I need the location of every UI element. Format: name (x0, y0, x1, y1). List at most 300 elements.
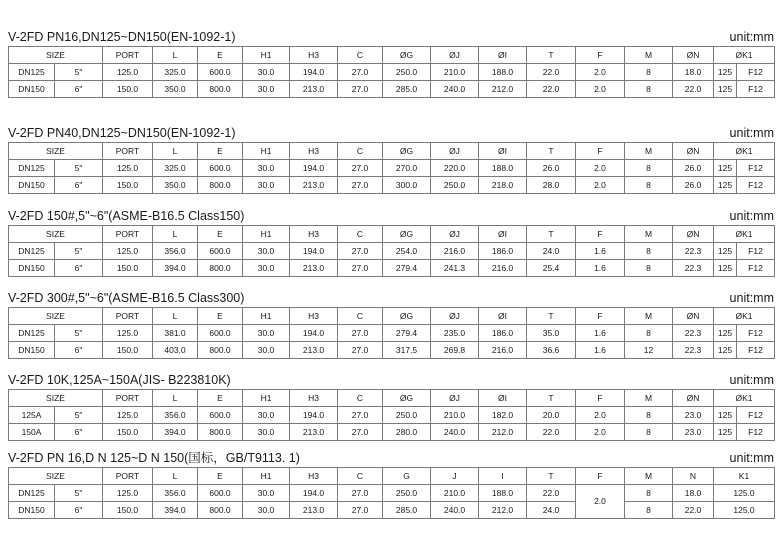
section-title: V-2FD 10K,125A~150A(JIS- B223810K) (8, 373, 231, 387)
unit-label: unit:mm (729, 373, 774, 387)
section-asme-class150 (8, 208, 774, 277)
section-title: V-2FD PN16,DN125~DN150(EN-1092-1) (8, 30, 236, 44)
table-row (9, 177, 775, 194)
value-cell: 356.0 (153, 243, 198, 260)
value-cell: 22.3 (673, 342, 714, 359)
size-cell: DN150 (9, 260, 55, 277)
inch-cell: 6" (55, 502, 103, 519)
value-cell: 22.0 (527, 424, 576, 441)
col-header: F (576, 468, 625, 485)
inch-cell: 5" (55, 325, 103, 342)
size-cell: DN125 (9, 160, 55, 177)
value-cell: 23.0 (673, 407, 714, 424)
col-header: E (198, 226, 243, 243)
table-row (9, 81, 775, 98)
col-header: M (625, 308, 673, 325)
col-header: ØG (383, 143, 431, 160)
value-cell: 150.0 (103, 502, 153, 519)
section-title: V-2FD PN 16,D N 125~D N 150(国标，GB/T9113. 1) (8, 451, 300, 465)
value-cell: F12 (737, 243, 775, 260)
value-cell: 186.0 (479, 243, 527, 260)
col-header: ØK1 (714, 390, 775, 407)
value-cell: 125 (714, 177, 737, 194)
col-header: F (576, 143, 625, 160)
col-header: ØG (383, 47, 431, 64)
inch-cell: 5" (55, 485, 103, 502)
value-cell: 24.0 (527, 243, 576, 260)
col-header: H3 (290, 468, 338, 485)
value-cell: 125 (714, 260, 737, 277)
value-cell: 27.0 (338, 485, 383, 502)
spec-table (8, 307, 775, 359)
value-cell: 188.0 (479, 485, 527, 502)
size-cell: 125A (9, 407, 55, 424)
col-header: F (576, 390, 625, 407)
value-cell: 600.0 (198, 325, 243, 342)
size-cell: 150A (9, 424, 55, 441)
value-cell: 240.0 (431, 424, 479, 441)
col-header: F (576, 47, 625, 64)
inch-cell: 6" (55, 342, 103, 359)
value-cell: 2.0 (576, 64, 625, 81)
value-cell: F12 (737, 64, 775, 81)
section-gb-t9113 (8, 450, 774, 519)
size-cell: DN150 (9, 81, 55, 98)
value-cell: 8 (625, 407, 673, 424)
value-cell: 22.0 (673, 81, 714, 98)
value-cell: 186.0 (479, 325, 527, 342)
value-cell: 800.0 (198, 81, 243, 98)
value-cell: 27.0 (338, 177, 383, 194)
col-header: H3 (290, 47, 338, 64)
value-cell: 240.0 (431, 81, 479, 98)
spec-table (8, 467, 775, 519)
value-cell: 150.0 (103, 424, 153, 441)
value-cell: 403.0 (153, 342, 198, 359)
value-cell: 800.0 (198, 260, 243, 277)
value-cell: 2.0 (576, 177, 625, 194)
value-cell: 216.0 (431, 243, 479, 260)
value-cell: 125.0 (103, 407, 153, 424)
col-header: ØG (383, 390, 431, 407)
value-cell: 125.0 (103, 325, 153, 342)
value-cell: 125 (714, 81, 737, 98)
col-header: C (338, 390, 383, 407)
value-cell-merged: 2.0 (576, 485, 625, 519)
value-cell: 30.0 (243, 64, 290, 81)
section-pn40-en1092 (8, 125, 774, 194)
value-cell: 125.0 (103, 160, 153, 177)
col-header: G (383, 468, 431, 485)
value-cell: 1.6 (576, 243, 625, 260)
value-cell: 194.0 (290, 325, 338, 342)
value-cell: 600.0 (198, 160, 243, 177)
col-header: M (625, 143, 673, 160)
size-cell: DN150 (9, 502, 55, 519)
col-header: ØK1 (714, 226, 775, 243)
value-cell: 26.0 (673, 160, 714, 177)
section-pn16-en1092 (8, 29, 774, 98)
inch-cell: 5" (55, 407, 103, 424)
value-cell: 18.0 (673, 64, 714, 81)
col-header: ØI (479, 308, 527, 325)
value-cell: 22.0 (527, 81, 576, 98)
value-cell: 213.0 (290, 502, 338, 519)
header-row (9, 226, 775, 243)
value-cell: F12 (737, 160, 775, 177)
value-cell: 125 (714, 424, 737, 441)
value-cell: 279.4 (383, 325, 431, 342)
value-cell: 30.0 (243, 81, 290, 98)
col-header: E (198, 47, 243, 64)
value-cell: 350.0 (153, 177, 198, 194)
value-cell: 30.0 (243, 243, 290, 260)
table-row (9, 260, 775, 277)
size-header: SIZE (9, 468, 103, 485)
value-cell: 20.0 (527, 407, 576, 424)
value-cell: 30.0 (243, 407, 290, 424)
table-row (9, 502, 775, 519)
col-header: N (673, 468, 714, 485)
col-header: H1 (243, 226, 290, 243)
value-cell: 394.0 (153, 424, 198, 441)
value-cell: 188.0 (479, 64, 527, 81)
value-cell: 194.0 (290, 64, 338, 81)
spec-table (8, 142, 775, 194)
value-cell: 350.0 (153, 81, 198, 98)
col-header: C (338, 47, 383, 64)
col-header: PORT (103, 308, 153, 325)
value-cell: 8 (625, 64, 673, 81)
value-cell: 213.0 (290, 424, 338, 441)
table-row (9, 325, 775, 342)
value-cell: 182.0 (479, 407, 527, 424)
col-header: T (527, 47, 576, 64)
table-row (9, 243, 775, 260)
col-header: L (153, 390, 198, 407)
value-cell: 300.0 (383, 177, 431, 194)
col-header: C (338, 468, 383, 485)
col-header: T (527, 226, 576, 243)
size-header: SIZE (9, 390, 103, 407)
unit-label: unit:mm (729, 30, 774, 44)
value-cell: 27.0 (338, 160, 383, 177)
value-cell: 30.0 (243, 485, 290, 502)
size-cell: DN125 (9, 325, 55, 342)
col-header: I (479, 468, 527, 485)
value-cell: 216.0 (479, 342, 527, 359)
value-cell: 8 (625, 424, 673, 441)
value-cell: 27.0 (338, 260, 383, 277)
inch-cell: 5" (55, 160, 103, 177)
col-header: E (198, 143, 243, 160)
col-header: H3 (290, 308, 338, 325)
unit-label: unit:mm (729, 291, 774, 305)
header-row (9, 143, 775, 160)
value-cell: 279.4 (383, 260, 431, 277)
col-header: E (198, 390, 243, 407)
value-cell: 220.0 (431, 160, 479, 177)
col-header: ØJ (431, 143, 479, 160)
value-cell: F12 (737, 342, 775, 359)
size-cell: DN125 (9, 64, 55, 81)
value-cell: 27.0 (338, 407, 383, 424)
col-header: L (153, 308, 198, 325)
value-cell: 8 (625, 502, 673, 519)
value-cell: 285.0 (383, 81, 431, 98)
col-header: ØJ (431, 308, 479, 325)
value-cell: 27.0 (338, 81, 383, 98)
value-cell: 212.0 (479, 81, 527, 98)
col-header: E (198, 468, 243, 485)
value-cell: 356.0 (153, 407, 198, 424)
value-cell: 270.0 (383, 160, 431, 177)
value-cell: 213.0 (290, 260, 338, 277)
col-header: L (153, 47, 198, 64)
value-cell: 22.3 (673, 325, 714, 342)
value-cell: 194.0 (290, 243, 338, 260)
value-cell: 213.0 (290, 177, 338, 194)
value-cell: 30.0 (243, 260, 290, 277)
value-cell: 125 (714, 325, 737, 342)
value-cell: 24.0 (527, 502, 576, 519)
value-cell: 125.0 (103, 64, 153, 81)
value-cell: 394.0 (153, 260, 198, 277)
col-header: K1 (714, 468, 775, 485)
value-cell: 125 (714, 64, 737, 81)
value-cell: 210.0 (431, 64, 479, 81)
value-cell: 325.0 (153, 64, 198, 81)
value-cell: 1.6 (576, 325, 625, 342)
inch-cell: 6" (55, 177, 103, 194)
value-cell: 240.0 (431, 502, 479, 519)
table-row (9, 64, 775, 81)
col-header: M (625, 468, 673, 485)
value-cell: 125.0 (103, 243, 153, 260)
value-cell: 194.0 (290, 485, 338, 502)
size-header: SIZE (9, 47, 103, 64)
col-header: T (527, 143, 576, 160)
section-title: V-2FD 300#,5"~6"(ASME-B16.5 Class300) (8, 291, 245, 305)
value-cell: 325.0 (153, 160, 198, 177)
col-header: ØK1 (714, 143, 775, 160)
value-cell: 218.0 (479, 177, 527, 194)
value-cell: 285.0 (383, 502, 431, 519)
col-header: ØI (479, 47, 527, 64)
value-cell: 125 (714, 160, 737, 177)
section-asme-class300 (8, 290, 774, 359)
col-header: ØJ (431, 226, 479, 243)
col-header: ØG (383, 226, 431, 243)
value-cell: 22.3 (673, 243, 714, 260)
col-header: E (198, 308, 243, 325)
value-cell: 27.0 (338, 502, 383, 519)
value-cell: 30.0 (243, 325, 290, 342)
col-header: C (338, 308, 383, 325)
value-cell: 800.0 (198, 424, 243, 441)
value-cell: 125 (714, 342, 737, 359)
value-cell: 188.0 (479, 160, 527, 177)
value-cell: 235.0 (431, 325, 479, 342)
value-cell: 26.0 (673, 177, 714, 194)
value-cell: 22.0 (673, 502, 714, 519)
col-header: H1 (243, 47, 290, 64)
size-cell: DN125 (9, 485, 55, 502)
value-cell: F12 (737, 407, 775, 424)
size-header: SIZE (9, 308, 103, 325)
col-header: ØK1 (714, 47, 775, 64)
value-cell: 8 (625, 160, 673, 177)
value-cell: 150.0 (103, 81, 153, 98)
col-header: L (153, 468, 198, 485)
header-row (9, 308, 775, 325)
value-cell: 22.0 (527, 485, 576, 502)
col-header: J (431, 468, 479, 485)
value-cell: 241.3 (431, 260, 479, 277)
section-title: V-2FD 150#,5"~6"(ASME-B16.5 Class150) (8, 209, 245, 223)
col-header: T (527, 390, 576, 407)
value-cell: 2.0 (576, 407, 625, 424)
table-row (9, 485, 775, 502)
table-row (9, 424, 775, 441)
col-header: M (625, 47, 673, 64)
value-cell: 254.0 (383, 243, 431, 260)
value-cell: 250.0 (431, 177, 479, 194)
value-cell: 1.6 (576, 342, 625, 359)
col-header: ØN (673, 47, 714, 64)
value-cell: 25.4 (527, 260, 576, 277)
col-header: L (153, 226, 198, 243)
spec-table (8, 225, 775, 277)
col-header: PORT (103, 226, 153, 243)
col-header: H1 (243, 143, 290, 160)
value-cell: 210.0 (431, 407, 479, 424)
col-header: T (527, 308, 576, 325)
value-cell: 27.0 (338, 424, 383, 441)
value-cell: 36.6 (527, 342, 576, 359)
value-cell: 26.0 (527, 160, 576, 177)
inch-cell: 6" (55, 81, 103, 98)
col-header: H3 (290, 226, 338, 243)
size-cell: DN150 (9, 342, 55, 359)
value-cell: 194.0 (290, 160, 338, 177)
col-header: ØN (673, 226, 714, 243)
unit-label: unit:mm (729, 126, 774, 140)
value-cell: 18.0 (673, 485, 714, 502)
value-cell: 150.0 (103, 342, 153, 359)
value-cell: 194.0 (290, 407, 338, 424)
value-cell: 150.0 (103, 260, 153, 277)
inch-cell: 6" (55, 424, 103, 441)
value-cell: 600.0 (198, 485, 243, 502)
value-cell: 27.0 (338, 64, 383, 81)
value-cell: 2.0 (576, 424, 625, 441)
col-header: ØI (479, 143, 527, 160)
col-header: H1 (243, 390, 290, 407)
value-cell: 27.0 (338, 243, 383, 260)
value-cell: 2.0 (576, 160, 625, 177)
value-cell: 800.0 (198, 342, 243, 359)
value-cell: 8 (625, 325, 673, 342)
value-cell: 800.0 (198, 502, 243, 519)
value-cell: 250.0 (383, 64, 431, 81)
col-header: C (338, 143, 383, 160)
col-header: F (576, 226, 625, 243)
size-header: SIZE (9, 226, 103, 243)
value-cell: 30.0 (243, 177, 290, 194)
value-cell: 381.0 (153, 325, 198, 342)
value-cell: 12 (625, 342, 673, 359)
value-cell: 27.0 (338, 325, 383, 342)
value-cell: 213.0 (290, 81, 338, 98)
unit-label: unit:mm (729, 451, 774, 465)
value-cell: 600.0 (198, 243, 243, 260)
col-header: L (153, 143, 198, 160)
value-cell: 8 (625, 177, 673, 194)
header-row (9, 468, 775, 485)
value-cell: 212.0 (479, 502, 527, 519)
inch-cell: 5" (55, 243, 103, 260)
inch-cell: 5" (55, 64, 103, 81)
value-cell: 1.6 (576, 260, 625, 277)
value-cell: 125.0 (714, 485, 775, 502)
value-cell: F12 (737, 81, 775, 98)
spec-table (8, 46, 775, 98)
value-cell: 269.8 (431, 342, 479, 359)
value-cell: 800.0 (198, 177, 243, 194)
col-header: PORT (103, 390, 153, 407)
col-header: M (625, 390, 673, 407)
col-header: ØN (673, 143, 714, 160)
value-cell: 213.0 (290, 342, 338, 359)
value-cell: 125.0 (714, 502, 775, 519)
value-cell: 27.0 (338, 342, 383, 359)
col-header: ØI (479, 390, 527, 407)
value-cell: F12 (737, 424, 775, 441)
value-cell: 28.0 (527, 177, 576, 194)
header-row (9, 390, 775, 407)
col-header: PORT (103, 143, 153, 160)
col-header: ØJ (431, 390, 479, 407)
value-cell: 125.0 (103, 485, 153, 502)
header-row (9, 47, 775, 64)
table-row (9, 160, 775, 177)
col-header: ØI (479, 226, 527, 243)
col-header: M (625, 226, 673, 243)
size-cell: DN150 (9, 177, 55, 194)
value-cell: F12 (737, 177, 775, 194)
value-cell: 8 (625, 485, 673, 502)
col-header: F (576, 308, 625, 325)
value-cell: 280.0 (383, 424, 431, 441)
value-cell: 30.0 (243, 160, 290, 177)
col-header: H1 (243, 308, 290, 325)
section-title: V-2FD PN40,DN125~DN150(EN-1092-1) (8, 126, 236, 140)
table-row (9, 407, 775, 424)
unit-label: unit:mm (729, 209, 774, 223)
col-header: T (527, 468, 576, 485)
value-cell: 2.0 (576, 81, 625, 98)
col-header: H1 (243, 468, 290, 485)
col-header: ØG (383, 308, 431, 325)
value-cell: 30.0 (243, 424, 290, 441)
value-cell: 23.0 (673, 424, 714, 441)
value-cell: 394.0 (153, 502, 198, 519)
value-cell: F12 (737, 260, 775, 277)
value-cell: 356.0 (153, 485, 198, 502)
value-cell: 216.0 (479, 260, 527, 277)
value-cell: 210.0 (431, 485, 479, 502)
